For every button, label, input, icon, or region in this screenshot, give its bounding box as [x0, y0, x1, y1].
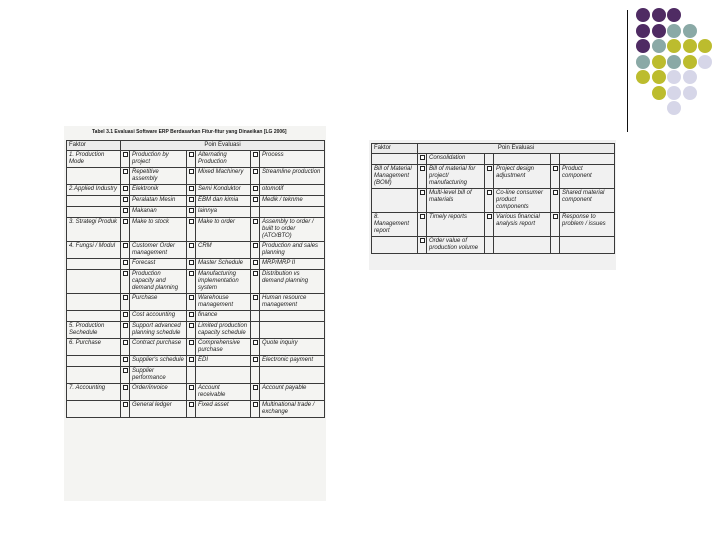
checkbox-icon — [189, 197, 194, 202]
decorative-dot — [683, 70, 697, 84]
decorative-dot — [652, 70, 666, 84]
checkbox-icon — [123, 197, 128, 202]
evaluation-point-cell: Peralatan Mesin — [130, 196, 187, 207]
checkbox-cell — [251, 367, 260, 384]
table-row — [67, 218, 325, 242]
evaluation-point-cell: Bill of material for project/ manufacturing — [427, 165, 485, 189]
checkbox-cell — [485, 213, 494, 237]
evaluation-point-cell: Cost accounting — [130, 311, 187, 322]
table-row — [372, 165, 615, 189]
evaluation-point-cell: General ledger — [130, 401, 187, 418]
checkbox-icon — [123, 357, 128, 362]
evaluation-point-cell: Response to problem / issues — [560, 213, 615, 237]
decorative-dot — [683, 86, 697, 100]
evaluation-point-cell: Warehouse management — [196, 294, 251, 311]
evaluation-point-cell: Purchase — [130, 294, 187, 311]
table-row — [372, 189, 615, 213]
checkbox-cell — [187, 151, 196, 168]
faktor-cell — [67, 168, 121, 185]
checkbox-icon — [123, 219, 128, 224]
checkbox-cell — [121, 151, 130, 168]
evaluation-point-cell: Production capacity and demand planning — [130, 270, 187, 294]
checkbox-icon — [189, 385, 194, 390]
checkbox-cell — [187, 339, 196, 356]
checkbox-icon — [487, 166, 492, 171]
checkbox-icon — [123, 260, 128, 265]
evaluation-point-cell: Supplier performance — [130, 367, 187, 384]
evaluation-point-cell: Make to order — [196, 218, 251, 242]
table-row — [67, 259, 325, 270]
decorative-dot — [667, 70, 681, 84]
scanned-table-left — [64, 126, 326, 501]
faktor-cell — [67, 259, 121, 270]
checkbox-cell — [551, 213, 560, 237]
evaluation-point-cell: EBM dan kimia — [196, 196, 251, 207]
checkbox-cell — [187, 384, 196, 401]
checkbox-cell — [251, 185, 260, 196]
evaluation-point-cell: Various financial analysis report — [494, 213, 551, 237]
checkbox-cell — [551, 154, 560, 165]
table-row — [372, 213, 615, 237]
checkbox-cell — [121, 322, 130, 339]
evaluation-point-cell — [196, 367, 251, 384]
checkbox-icon — [123, 402, 128, 407]
checkbox-cell — [418, 237, 427, 254]
checkbox-icon — [189, 271, 194, 276]
faktor-cell: 7. Accounting — [67, 384, 121, 401]
checkbox-cell — [418, 154, 427, 165]
faktor-cell: Bill of Material Management (BOM) — [372, 165, 418, 189]
decorative-dot — [667, 39, 681, 53]
evaluation-point-cell: Timely reports — [427, 213, 485, 237]
checkbox-icon — [487, 190, 492, 195]
table-row — [67, 339, 325, 356]
evaluation-point-cell: Medik / teknme — [260, 196, 325, 207]
decorative-dot — [667, 86, 681, 100]
decorative-dot — [698, 55, 712, 69]
evaluation-point-cell: Mixed Machinery — [196, 168, 251, 185]
table-row — [67, 196, 325, 207]
checkbox-cell — [251, 322, 260, 339]
checkbox-cell — [251, 168, 260, 185]
checkbox-icon — [189, 152, 194, 157]
faktor-cell: 5. Production Sechedule — [67, 322, 121, 339]
evaluation-point-cell: Comprehensive purchase — [196, 339, 251, 356]
evaluation-point-cell: Support advanced planning schedule — [130, 322, 187, 339]
checkbox-cell — [187, 270, 196, 294]
faktor-cell: 2.Applied Industry — [67, 185, 121, 196]
evaluation-point-cell — [560, 154, 615, 165]
checkbox-cell — [187, 311, 196, 322]
faktor-cell: 3. Strategi Produk — [67, 218, 121, 242]
checkbox-cell — [251, 356, 260, 367]
table-row — [67, 322, 325, 339]
evaluation-point-cell — [494, 154, 551, 165]
checkbox-icon — [253, 271, 258, 276]
checkbox-icon — [420, 214, 425, 219]
decorative-dot — [698, 39, 712, 53]
table-row — [67, 294, 325, 311]
evaluation-point-cell: Supplier's schedule — [130, 356, 187, 367]
checkbox-icon — [253, 260, 258, 265]
decorative-vertical-line — [627, 10, 628, 132]
checkbox-icon — [123, 312, 128, 317]
evaluation-point-cell: finance — [196, 311, 251, 322]
checkbox-icon — [123, 152, 128, 157]
decorative-dot — [636, 24, 650, 38]
evaluation-point-cell: Alternating Production — [196, 151, 251, 168]
evaluation-point-cell: Quote inquiry — [260, 339, 325, 356]
evaluation-point-cell: Process — [260, 151, 325, 168]
faktor-cell — [67, 196, 121, 207]
faktor-cell — [372, 189, 418, 213]
evaluation-point-cell: Streamline production — [260, 168, 325, 185]
checkbox-icon — [123, 271, 128, 276]
checkbox-cell — [251, 339, 260, 356]
evaluation-point-cell: Account payable — [260, 384, 325, 401]
evaluation-point-cell: Consolidation — [427, 154, 485, 165]
evaluation-point-cell — [560, 237, 615, 254]
evaluation-point-cell: Repetitive assembly — [130, 168, 187, 185]
checkbox-icon — [253, 243, 258, 248]
evaluation-point-cell: Human resource management — [260, 294, 325, 311]
checkbox-cell — [121, 311, 130, 322]
checkbox-icon — [420, 155, 425, 160]
table-row — [67, 401, 325, 418]
evaluation-point-cell: Shared material component — [560, 189, 615, 213]
evaluation-point-cell: Semi Konduktor — [196, 185, 251, 196]
checkbox-cell — [187, 207, 196, 218]
checkbox-cell — [485, 189, 494, 213]
checkbox-cell — [251, 196, 260, 207]
checkbox-cell — [251, 401, 260, 418]
table-row — [67, 367, 325, 384]
checkbox-icon — [253, 186, 258, 191]
checkbox-icon — [253, 340, 258, 345]
checkbox-icon — [189, 208, 194, 213]
decorative-dot — [667, 24, 681, 38]
evaluation-point-cell: Production by project — [130, 151, 187, 168]
evaluation-point-cell: Make to stock — [130, 218, 187, 242]
checkbox-cell — [121, 356, 130, 367]
table-row — [67, 151, 325, 168]
checkbox-cell — [187, 294, 196, 311]
checkbox-icon — [123, 323, 128, 328]
evaluation-point-cell: Assembly to order / built to order (ATO/BTO) — [260, 218, 325, 242]
checkbox-cell — [187, 401, 196, 418]
checkbox-cell — [121, 270, 130, 294]
checkbox-icon — [189, 186, 194, 191]
evaluation-point-cell: Product component — [560, 165, 615, 189]
checkbox-icon — [253, 385, 258, 390]
evaluation-point-cell — [494, 237, 551, 254]
table-caption: Tabel 3.1 Evaluasi Software ERP Berdasarkan Fitur-fitur yang Dinaeikan [LG 2006] — [92, 129, 287, 135]
header-faktor: Faktor — [372, 144, 418, 154]
decorative-dot — [636, 39, 650, 53]
table-row — [67, 242, 325, 259]
checkbox-cell — [187, 259, 196, 270]
evaluation-point-cell: Co-line consumer product components — [494, 189, 551, 213]
decorative-dot — [667, 101, 681, 115]
checkbox-icon — [123, 243, 128, 248]
evaluation-point-cell: CRM — [196, 242, 251, 259]
checkbox-icon — [487, 214, 492, 219]
checkbox-cell — [121, 218, 130, 242]
evaluation-point-cell: Order value of production volume — [427, 237, 485, 254]
checkbox-icon — [420, 190, 425, 195]
decorative-dot — [636, 70, 650, 84]
header-faktor: Faktor — [67, 141, 121, 151]
checkbox-cell — [121, 367, 130, 384]
header-poin-evaluasi: Poin Evaluasi — [418, 144, 615, 154]
evaluation-point-cell: Master Schedule — [196, 259, 251, 270]
checkbox-cell — [187, 367, 196, 384]
checkbox-cell — [251, 311, 260, 322]
checkbox-cell — [121, 259, 130, 270]
checkbox-cell — [418, 165, 427, 189]
checkbox-cell — [485, 165, 494, 189]
faktor-cell — [67, 356, 121, 367]
decorative-dot — [652, 24, 666, 38]
checkbox-icon — [123, 169, 128, 174]
faktor-cell — [67, 270, 121, 294]
evaluation-point-cell: MRP/MRP II — [260, 259, 325, 270]
table-row — [67, 270, 325, 294]
checkbox-icon — [189, 323, 194, 328]
checkbox-icon — [553, 190, 558, 195]
faktor-cell — [67, 311, 121, 322]
checkbox-cell — [551, 189, 560, 213]
evaluation-point-cell: lainnya — [196, 207, 251, 218]
checkbox-cell — [121, 196, 130, 207]
evaluation-point-cell: Multinational trade / exchange — [260, 401, 325, 418]
table-row — [67, 384, 325, 401]
checkbox-icon — [253, 197, 258, 202]
evaluation-point-cell: Makanan — [130, 207, 187, 218]
checkbox-cell — [121, 401, 130, 418]
checkbox-cell — [251, 151, 260, 168]
evaluation-point-cell: Fixed asset — [196, 401, 251, 418]
checkbox-cell — [251, 259, 260, 270]
evaluation-point-cell: Customer Order management — [130, 242, 187, 259]
checkbox-icon — [253, 295, 258, 300]
checkbox-cell — [251, 207, 260, 218]
decorative-dot — [683, 55, 697, 69]
checkbox-cell — [187, 242, 196, 259]
checkbox-icon — [189, 295, 194, 300]
checkbox-cell — [551, 237, 560, 254]
checkbox-cell — [187, 356, 196, 367]
evaluation-table-left — [66, 140, 325, 418]
table-row — [67, 207, 325, 218]
checkbox-icon — [189, 219, 194, 224]
decorative-dot-grid — [636, 8, 720, 118]
checkbox-cell — [121, 339, 130, 356]
checkbox-cell — [121, 242, 130, 259]
header-poin-evaluasi: Poin Evaluasi — [121, 141, 325, 151]
checkbox-cell — [187, 196, 196, 207]
evaluation-point-cell: Multi-level bill of materials — [427, 189, 485, 213]
scanned-table-right — [369, 140, 616, 270]
evaluation-point-cell: Forecast — [130, 259, 187, 270]
faktor-cell: 8. Management report — [372, 213, 418, 237]
table-row — [67, 168, 325, 185]
table-row — [67, 185, 325, 196]
checkbox-icon — [123, 186, 128, 191]
faktor-cell — [67, 294, 121, 311]
checkbox-cell — [251, 218, 260, 242]
evaluation-point-cell — [260, 367, 325, 384]
decorative-dot — [683, 39, 697, 53]
checkbox-icon — [123, 368, 128, 373]
decorative-dot — [652, 8, 666, 22]
checkbox-cell — [187, 218, 196, 242]
checkbox-icon — [123, 295, 128, 300]
evaluation-point-cell: Project design adjustment — [494, 165, 551, 189]
decorative-dot — [667, 55, 681, 69]
checkbox-icon — [420, 238, 425, 243]
evaluation-point-cell: EDI — [196, 356, 251, 367]
checkbox-icon — [123, 340, 128, 345]
table-row — [67, 356, 325, 367]
evaluation-point-cell: Distribution vs demand planning — [260, 270, 325, 294]
checkbox-icon — [189, 243, 194, 248]
table-header-row — [67, 141, 325, 151]
table-row — [372, 154, 615, 165]
faktor-cell — [67, 207, 121, 218]
checkbox-cell — [251, 270, 260, 294]
checkbox-cell — [121, 384, 130, 401]
checkbox-cell — [551, 165, 560, 189]
faktor-cell — [67, 401, 121, 418]
checkbox-cell — [187, 322, 196, 339]
checkbox-cell — [121, 185, 130, 196]
checkbox-cell — [121, 207, 130, 218]
checkbox-icon — [253, 152, 258, 157]
checkbox-icon — [253, 169, 258, 174]
faktor-cell — [67, 367, 121, 384]
checkbox-cell — [251, 384, 260, 401]
checkbox-icon — [553, 214, 558, 219]
decorative-dot — [652, 86, 666, 100]
checkbox-cell — [121, 168, 130, 185]
checkbox-cell — [485, 154, 494, 165]
evaluation-point-cell: Limited production capacity schedule — [196, 322, 251, 339]
checkbox-icon — [420, 166, 425, 171]
table-row — [372, 237, 615, 254]
decorative-dot — [652, 39, 666, 53]
faktor-cell: 6. Purchase — [67, 339, 121, 356]
checkbox-icon — [253, 402, 258, 407]
checkbox-cell — [251, 242, 260, 259]
evaluation-point-cell — [260, 207, 325, 218]
checkbox-icon — [189, 260, 194, 265]
checkbox-cell — [187, 168, 196, 185]
checkbox-icon — [123, 208, 128, 213]
evaluation-point-cell: Elektronik — [130, 185, 187, 196]
decorative-dot — [683, 24, 697, 38]
checkbox-cell — [418, 189, 427, 213]
checkbox-icon — [253, 357, 258, 362]
checkbox-cell — [121, 294, 130, 311]
evaluation-point-cell — [260, 311, 325, 322]
checkbox-cell — [485, 237, 494, 254]
checkbox-icon — [189, 402, 194, 407]
faktor-cell: 4. Fungsi / Modul — [67, 242, 121, 259]
decorative-dot — [636, 8, 650, 22]
faktor-cell — [372, 237, 418, 254]
checkbox-cell — [418, 213, 427, 237]
evaluation-point-cell: Account receivable — [196, 384, 251, 401]
faktor-cell — [372, 154, 418, 165]
decorative-dot — [636, 55, 650, 69]
checkbox-icon — [189, 169, 194, 174]
decorative-dot — [652, 55, 666, 69]
table-header-row — [372, 144, 615, 154]
checkbox-icon — [189, 312, 194, 317]
evaluation-table-right — [371, 143, 615, 254]
checkbox-icon — [553, 166, 558, 171]
checkbox-icon — [123, 385, 128, 390]
evaluation-point-cell: otomotif — [260, 185, 325, 196]
faktor-cell: 1. Production Mode — [67, 151, 121, 168]
decorative-dot — [667, 8, 681, 22]
evaluation-point-cell: Contract purchase — [130, 339, 187, 356]
evaluation-point-cell: Electronic payment — [260, 356, 325, 367]
evaluation-point-cell: Production and sales planning — [260, 242, 325, 259]
checkbox-icon — [253, 219, 258, 224]
evaluation-point-cell — [260, 322, 325, 339]
evaluation-point-cell: Manufacturing implementation system — [196, 270, 251, 294]
checkbox-cell — [187, 185, 196, 196]
table-row — [67, 311, 325, 322]
evaluation-point-cell: Order/invoice — [130, 384, 187, 401]
checkbox-cell — [251, 294, 260, 311]
checkbox-icon — [189, 340, 194, 345]
checkbox-icon — [189, 357, 194, 362]
